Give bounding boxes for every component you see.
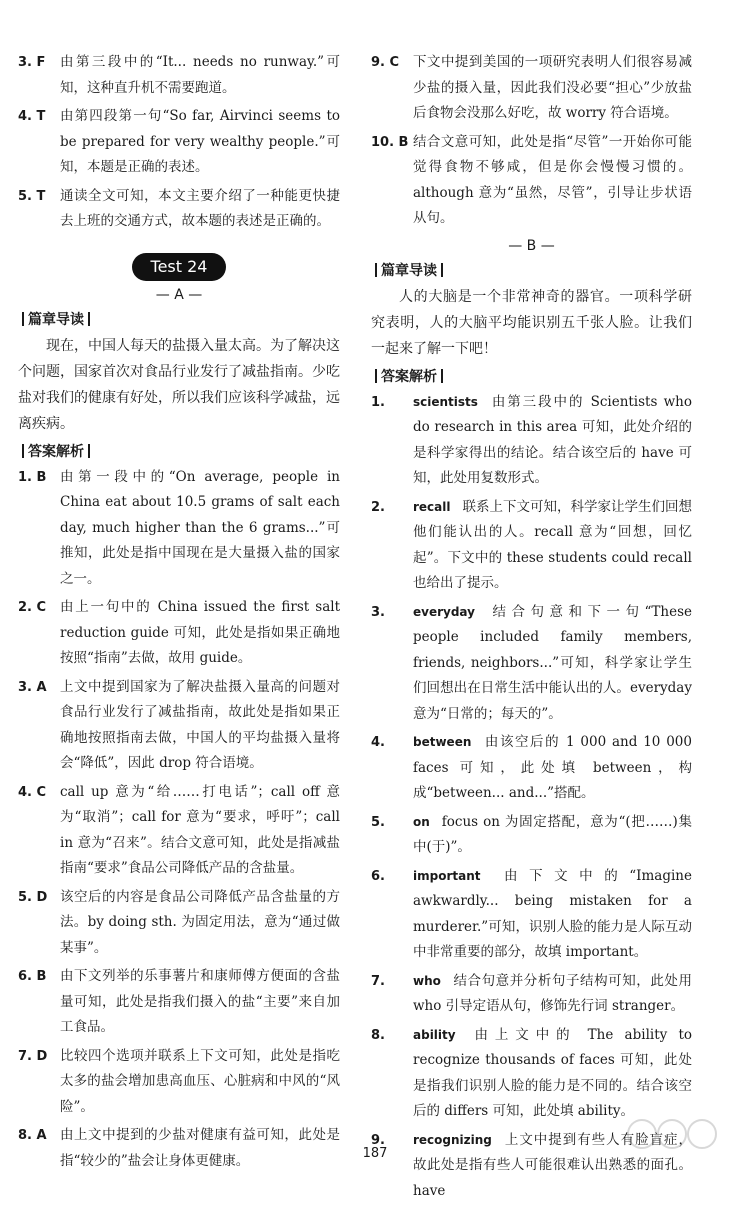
answer-word: scientists <box>413 394 478 409</box>
explanation-text: 结合句意并分析句子结构可知，此处用 who 引导定语从句，修饰先行词 stranger。 <box>413 972 692 1014</box>
answer-item <box>18 1044 340 1121</box>
explanation-text: 由第三段中的“It... needs no runway.”可知，这种直升机不需要跑道。 <box>60 54 340 96</box>
answer-explanation <box>413 730 692 807</box>
answer-number: 5. D <box>18 889 48 905</box>
answer-explanation <box>413 495 692 597</box>
answer-word: recall <box>413 499 451 514</box>
explanation-text: 由第四段第一句“So far, Airvinci seems to be prepared for very wealthy people.”可知，本题是正确的表述。 <box>60 108 340 175</box>
answer-number: 1. <box>371 394 385 410</box>
answer-item <box>371 810 692 861</box>
answer-item <box>18 675 340 777</box>
answer-explanation <box>60 104 340 181</box>
explanation-text: 上文中提到有些人有脸盲症，故此处是指有些人可能很难认出熟悉的面孔。have <box>413 1131 692 1199</box>
answer-number: 4. T <box>18 109 46 124</box>
answer-item <box>18 780 340 882</box>
answer-word: everyday <box>413 604 475 619</box>
explanation-text: 结合文意可知，此处是指“尽管”一开始你可能觉得食物不够咸，但是你会慢慢习惯的。although 意为“虽然，尽管”，引导让步状语从句。 <box>413 133 692 226</box>
answer-number: 9. <box>371 1132 385 1148</box>
explanation-text: 由上文中的 The ability to recognize thousands of faces 可知，此处是指我们识别人脸的能力是不同的。结合该空后的 differs 可知，此处填 ability。 <box>413 1026 692 1119</box>
answer-number: 10. B <box>371 134 409 150</box>
answer-number: 6. <box>371 868 385 884</box>
answer-number: 3. A <box>18 679 47 695</box>
answer-number: 2. <box>371 499 385 515</box>
answer-word: on <box>413 814 430 829</box>
answer-explanation <box>413 864 692 966</box>
explanation-text: 由上文中提到的少盐对健康有益可知，此处是指“较少的”盐会让身体更健康。 <box>60 1127 340 1169</box>
guide-text-b: 人的大脑是一个非常神奇的器官。一项科学研究表明，人的大脑平均能识别五千张人脸。让我们一起来了解一下吧！ <box>371 288 692 357</box>
explanation-text: 由上一句中的 China issued the first salt reduction guide 可知，此处是指如果正确地按照“指南”去做，故用 guide。 <box>60 599 340 666</box>
guide-heading-b: 篇章导读 <box>371 258 692 284</box>
answer-number: 7. D <box>18 1048 48 1064</box>
answer-item <box>371 969 692 1020</box>
answer-explanation <box>60 675 340 777</box>
explanation-text: 上文中提到国家为了解决盐摄入量高的问题对食品行业发行了减盐指南，故此处是指如果正确地按照指南去做，中国人的平均盐摄入量将会“降低”，因此 drop 符合语境。 <box>60 678 340 771</box>
answer-number: 5. T <box>18 188 46 204</box>
analysis-heading-a: 答案解析 <box>18 439 340 465</box>
answer-word: important <box>413 868 481 883</box>
answer-explanation <box>413 600 692 728</box>
right-top-entries <box>371 50 692 232</box>
b-answer-list <box>371 390 692 1205</box>
answer-explanation <box>413 810 692 861</box>
answer-word: ability <box>413 1027 456 1042</box>
answer-number: 8. <box>371 1027 385 1043</box>
answer-word: recognizing <box>413 1132 492 1147</box>
answer-word: who <box>413 973 441 988</box>
answer-number: 1. B <box>18 469 47 485</box>
answer-explanation <box>413 390 692 492</box>
explanation-text: 下文中提到美国的一项研究表明人们很容易减少盐的摄入量，因此我们没必要“担心”少放盐后食物会没那么好吃，故 worry 符合语境。 <box>413 54 692 121</box>
answer-explanation <box>413 50 692 127</box>
answer-item <box>18 964 340 1041</box>
right-column <box>371 50 692 1207</box>
answer-number: 5. <box>371 814 385 830</box>
answer-item <box>18 885 340 962</box>
explanation-text: 由第三段中的 Scientists who do research in this area 可知，此处介绍的是科学家得出的结论。结合该空后的 have 可知，此处用复数形式。 <box>413 393 692 486</box>
explanation-text: 由下文列举的乐事薯片和康师傅方便面的含盐量可知，此处是指我们摄入的盐“主要”来自加工食品。 <box>60 968 340 1035</box>
answer-item <box>371 130 692 232</box>
watermark-logo <box>620 1112 738 1172</box>
guide-heading-a: 篇章导读 <box>18 307 340 333</box>
answer-explanation <box>413 1023 692 1125</box>
a-answer-list <box>18 465 340 1175</box>
answer-explanation <box>60 50 340 101</box>
answer-item <box>18 104 340 181</box>
answer-explanation <box>60 184 340 235</box>
answer-item <box>18 50 340 101</box>
explanation-text: 联系上下文可知，科学家让学生们回想他们能认出的人。recall 意为“回想，回忆起”。下文中的 these students could recall 也给出了提示。 <box>413 498 692 591</box>
answer-explanation <box>60 465 340 593</box>
explanation-text: call up 意为“给……打电话”；call off 意为“取消”；call for 意为“要求，呼吁”；call in 意为“召来”。结合文意可知，此处是指减盐指南“要求”食品公司降低产品的含盐量。 <box>60 783 340 876</box>
explanation-text: 由下文中的“Imagine awkwardly... being mistaken for a murderer.”可知，识别人脸的能力是人际互动中非常重要的部分，故填 important。 <box>413 867 692 960</box>
answer-item <box>371 730 692 807</box>
answer-item <box>371 864 692 966</box>
section-a-label: — A — <box>155 286 203 303</box>
explanation-text: 由第一段中的“On average, people in China eat about 10.5 grams of salt each day, much higher than the 6 grams...”可推知，此处是指中国现在是大量摄入盐的国家之一。 <box>60 468 340 587</box>
answer-number: 6. B <box>18 969 47 984</box>
answer-explanation <box>60 780 340 882</box>
explanation-text: 结合句意和下一句“These people included family members, friends, neighbors...”可知，科学家让学生们回想出在日常生活中能认出的人。everyday 意为“日常的；每天的”。 <box>413 603 692 722</box>
test-badge: Test 24 <box>132 253 226 281</box>
answer-explanation <box>60 885 340 962</box>
answer-number: 4. C <box>18 784 47 800</box>
answer-item <box>371 495 692 597</box>
answer-item <box>18 595 340 672</box>
left-column <box>18 50 340 1177</box>
answer-word: between <box>413 735 472 749</box>
page-number: 187 <box>362 1146 388 1161</box>
answer-item <box>371 600 692 728</box>
explanation-text: 通读全文可知，本文主要介绍了一种能更快捷去上班的交通方式，故本题的表述是正确的。 <box>60 187 340 229</box>
guide-text-a: 现在，中国人每天的盐摄入量太高。为了解决这个问题，国家首次对食品行业发行了减盐指南。少吃盐对我们的健康有好处，所以我们应该科学减盐，远离疾病。 <box>18 337 340 432</box>
answer-number: 3. F <box>18 55 46 70</box>
analysis-heading-b: 答案解析 <box>371 364 692 390</box>
answer-number: 7. <box>371 973 385 989</box>
answer-explanation <box>60 964 340 1041</box>
explanation-text: focus on 为固定搭配，意为“(把……)集中(于)”。 <box>413 813 692 855</box>
explanation-text: 由该空后的 1 000 and 10 000 faces 可知，此处填 between，构成“between... and...”搭配。 <box>413 734 692 801</box>
answer-item <box>371 1023 692 1125</box>
left-top-entries <box>18 50 340 235</box>
answer-explanation <box>413 130 692 232</box>
answer-item <box>18 184 340 235</box>
answer-item <box>371 50 692 127</box>
answer-explanation <box>60 595 340 672</box>
explanation-text: 该空后的内容是食品公司降低产品含盐量的方法。by doing sth. 为固定用法，意为“通过做某事”。 <box>60 888 340 956</box>
section-b-label: — B — <box>508 237 555 254</box>
answer-explanation <box>413 969 692 1020</box>
answer-explanation <box>60 1044 340 1121</box>
answer-number: 2. C <box>18 600 47 615</box>
answer-number: 8. A <box>18 1128 47 1143</box>
explanation-text: 比较四个选项并联系上下文可知，此处是指吃太多的盐会增加患高血压、心脏病和中风的“风险”。 <box>60 1047 340 1115</box>
answer-item <box>18 465 340 593</box>
answer-number: 9. C <box>371 55 400 70</box>
answer-number: 4. <box>371 735 385 750</box>
answer-number: 3. <box>371 604 385 620</box>
answer-item <box>371 390 692 492</box>
